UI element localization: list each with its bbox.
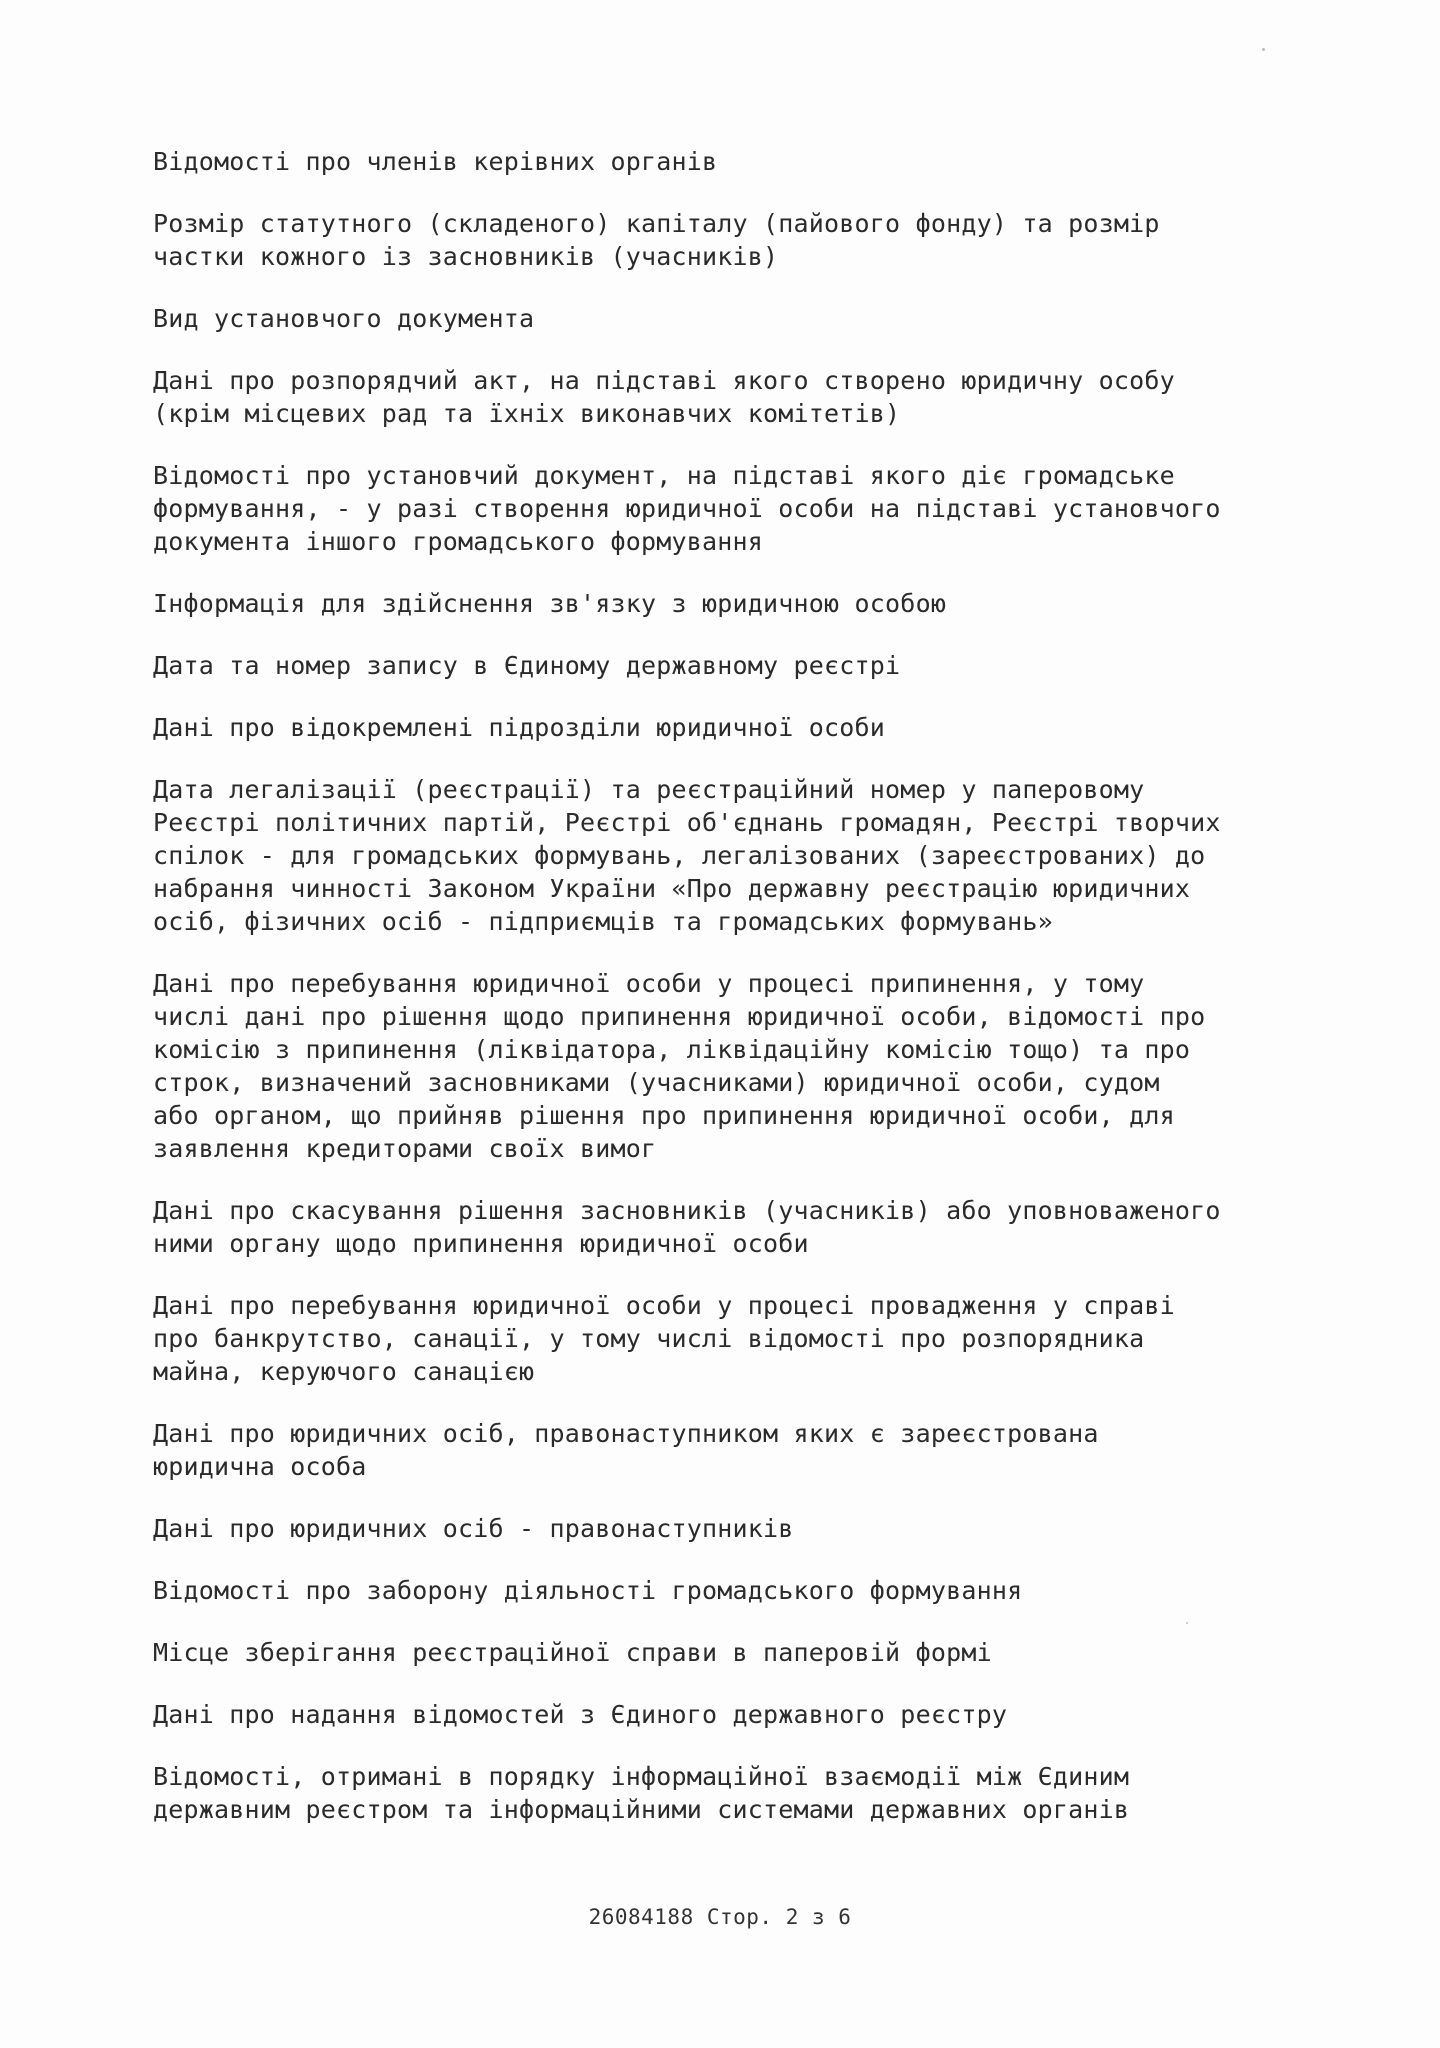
entry-registry-info-provision: Дані про надання відомостей з Єдиного державного реєстру <box>153 1700 1008 1729</box>
scan-speck <box>1262 48 1265 51</box>
entry-termination-process: Дані про перебування юридичної особи у процесі припинення, у тому числі дані про рішення щодо припинення юридичної особи, відомості про комісію з припинення (ліквідатора, ліквідаційну комісію тощо) та про строк, визначений засновниками (учасниками) юридичної особи, судом або органом, що прийняв рішення про припинення юридичної особи, для заявлення кредиторами своїх вимог <box>153 969 1206 1163</box>
entry-legalization-date: Дата легалізації (реєстрації) та реєстраційний номер у паперовому Реєстрі політичних партій, Реєстрі об'єднань громадян, Реєстрі творчих спілок - для громадських формувань, легалізованих (зареєстрованих) до набрання чинності Законом України «Про державну реєстрацію юридичних осіб, фізичних осіб - підприємців та громадських формувань» <box>153 775 1221 936</box>
entry-bankruptcy: Дані про перебування юридичної особи у процесі провадження у справі про банкрутство, санації, у тому числі відомості про розпорядника майна, керуючого санацією <box>153 1291 1175 1386</box>
entry-administrative-act: Дані про розпорядчий акт, на підставі якого створено юридичну особу (крім місцевих рад та їхніх виконавчих комітетів) <box>153 366 1175 428</box>
entry-termination-cancellation: Дані про скасування рішення засновників (учасників) або уповноваженого ними органу щодо припинення юридичної особи <box>153 1196 1221 1258</box>
entry-governing-members: Відомості про членів керівних органів <box>153 147 718 176</box>
entry-successors: Дані про юридичних осіб - правонаступників <box>153 1514 794 1543</box>
entry-predecessors: Дані про юридичних осіб, правонаступником яких є зареєстрована юридична особа <box>153 1419 1099 1481</box>
entry-file-storage: Місце зберігання реєстраційної справи в паперовій формі <box>153 1638 992 1667</box>
entry-record-date-number: Дата та номер запису в Єдиному державному реєстрі <box>153 651 901 680</box>
entry-founding-document-type: Вид установчого документа <box>153 304 535 333</box>
page-footer: 26084188 Стор. 2 з 6 <box>588 1905 852 1929</box>
entry-separate-divisions: Дані про відокремлені підрозділи юридичної особи <box>153 713 886 742</box>
document-body <box>153 145 1353 1855</box>
entry-charter-capital: Розмір статутного (складеного) капіталу (пайового фонду) та розмір частки кожного із засновників (учасників) <box>153 209 1160 271</box>
entry-founding-document-info: Відомості про установчий документ, на підставі якого діє громадське формування, - у разі створення юридичної особи на підставі установчого документа іншого громадського формування <box>153 461 1221 556</box>
entry-contact-info: Інформація для здійснення зв'язку з юридичною особою <box>153 589 947 618</box>
entry-activity-ban: Відомості про заборону діяльності громадського формування <box>153 1576 1023 1605</box>
entry-information-interaction: Відомості, отримані в порядку інформаційної взаємодії між Єдиним державним реєстром та інформаційними системами державних органів <box>153 1762 1130 1824</box>
